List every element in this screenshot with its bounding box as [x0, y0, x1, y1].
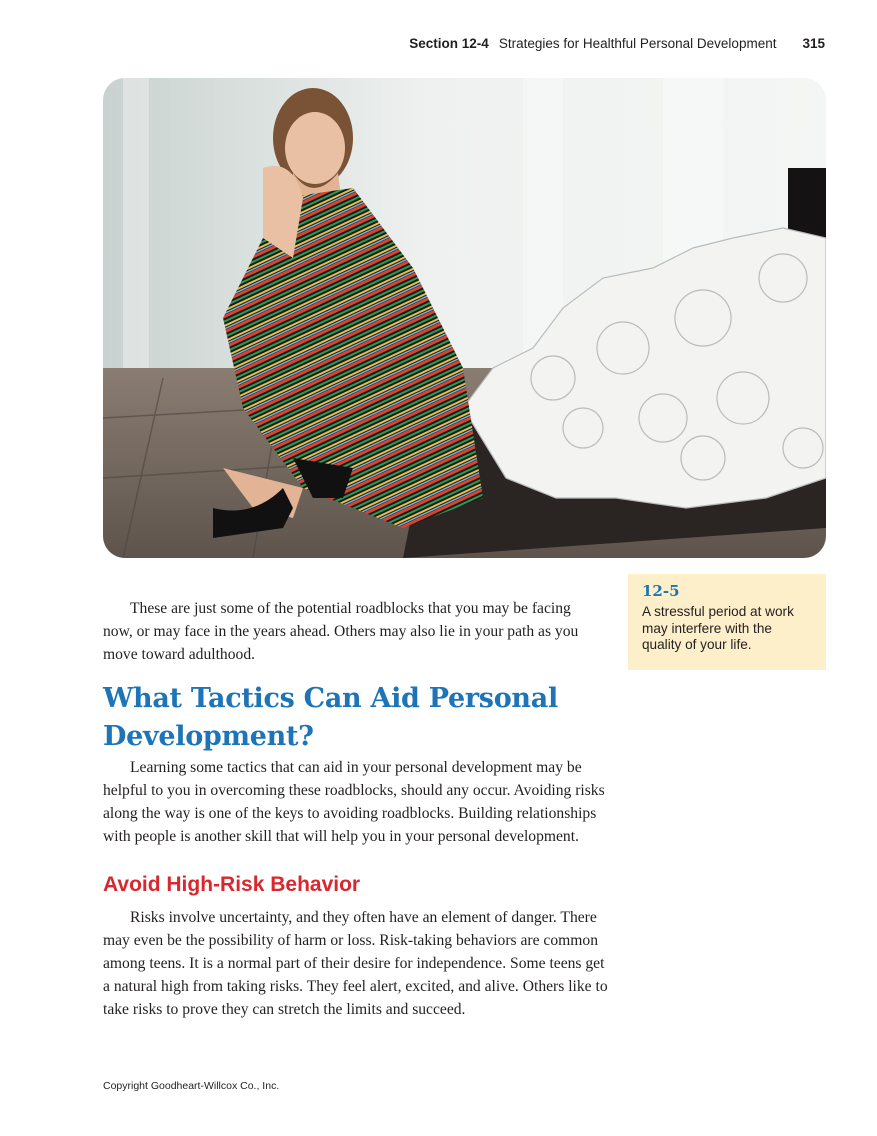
running-head [409, 36, 825, 51]
subheading: Avoid High-Risk Behavior [103, 873, 361, 896]
section-title: Strategies for Healthful Personal Development [498, 36, 777, 51]
section-number: Section 12-4 [409, 36, 489, 51]
stressed-woman-photo [103, 78, 826, 558]
copyright-footer: Copyright Goodheart-Willcox Co., Inc. [103, 1080, 280, 1092]
intro-paragraph: These are just some of the potential roadblocks that you may be facing now, or may face in the years ahead. Others may also lie in your path as you move toward adulthood. [103, 600, 579, 663]
figure-number: 12-5 [642, 582, 680, 600]
main-heading: What Tactics Can Aid Personal Development? [103, 683, 558, 752]
tactics-paragraph: Learning some tactics that can aid in your personal development may be helpful to you in overcoming these roadblocks, should any occur. Avoiding risks along the way is one of the keys to avoiding roadblocks. Building relationships with people is another skill that will help you in your personal development. [103, 759, 605, 845]
figure-caption: A stressful period at work may interfere with the quality of your life. [642, 604, 794, 652]
figure-caption-box [628, 574, 826, 670]
page-number: 315 [802, 36, 825, 51]
risk-paragraph: Risks involve uncertainty, and they often have an element of danger. There may even be the possibility of harm or loss. Risk-taking behaviors are common among teens. It is a normal part of their desire for independence. Some teens get a natural high from taking risks. They feel alert, excited, and alive. Others like to take risks to prove they can stretch the limits and succeed. [103, 909, 608, 1018]
